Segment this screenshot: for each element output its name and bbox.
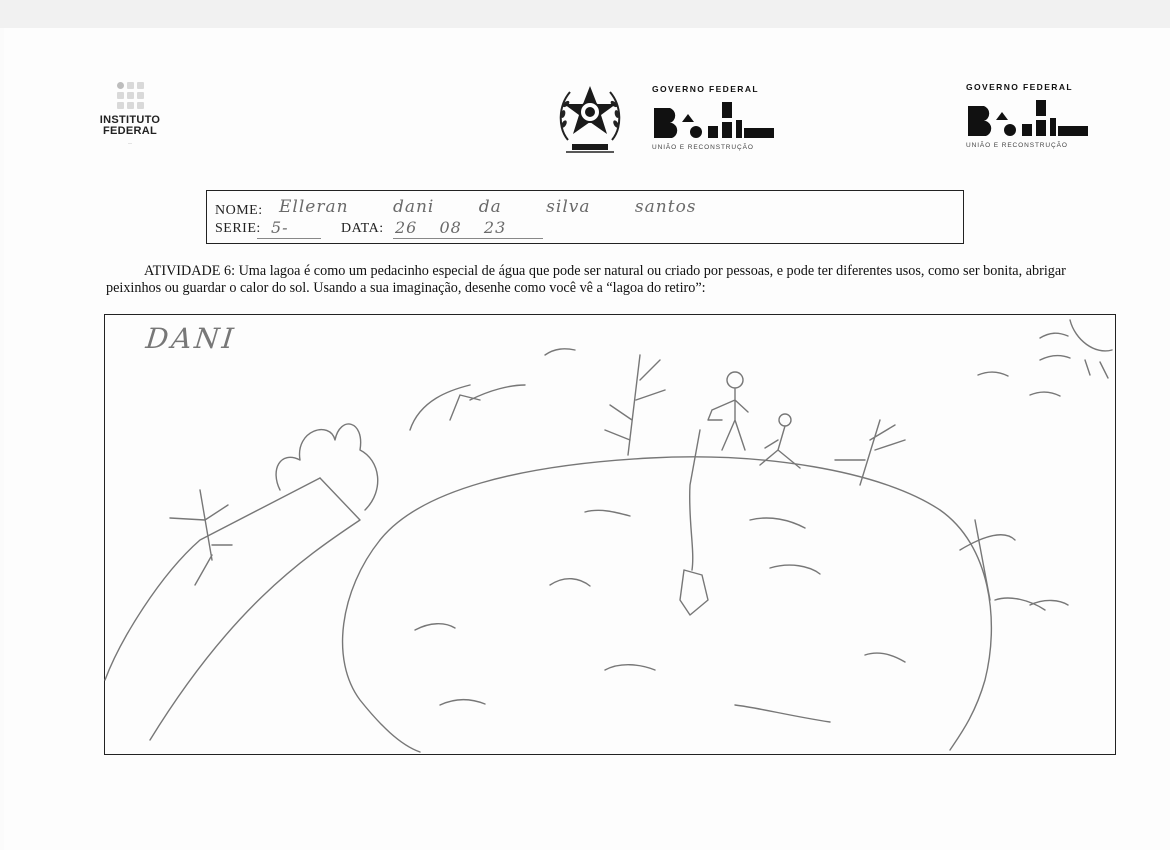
wave-9 [735, 705, 830, 722]
gov-sub-1: UNIÃO E RECONSTRUÇÃO [652, 144, 754, 151]
scribble-right [960, 520, 1068, 610]
wave-6 [605, 665, 655, 670]
fishing-line [690, 430, 700, 570]
fish-bucket [680, 570, 708, 615]
bush [276, 424, 378, 510]
nome-handwritten-value: Elleran dani da silva santos [279, 197, 697, 217]
plant-3 [835, 420, 905, 485]
bird-1 [545, 349, 575, 355]
wave-4 [770, 565, 820, 574]
activity-instructions: ATIVIDADE 6: Uma lagoa é como um pedacinho especial de água que pode ser natural ou criado por pessoas, e pode ter diferentes usos, como ser bonita, abrigar peixinhos ou guardar o calor do sol. Usando a sua imaginação, desenhe como você vê a “lagoa do retiro”: [106, 263, 1066, 296]
gov-title-1: GOVERNO FEDERAL [652, 84, 759, 94]
gov-title-2: GOVERNO FEDERAL [966, 82, 1073, 92]
bird-5 [1040, 333, 1068, 338]
wave-3 [550, 579, 590, 586]
plant-1 [410, 385, 525, 430]
wave-1 [585, 510, 630, 516]
if-title-line2: FEDERAL [102, 125, 158, 137]
wave-7 [865, 653, 905, 662]
wave-8 [440, 700, 485, 705]
lagoon-left-edge [343, 540, 420, 752]
figure-1 [708, 372, 748, 450]
gov-sub-2: UNIÃO E RECONSTRUÇÃO [966, 142, 1068, 149]
lagoon-outline [380, 457, 991, 750]
wave-5 [415, 624, 455, 630]
bird-4 [1040, 356, 1070, 360]
road-left-edge [150, 478, 360, 740]
nome-label: NOME: [215, 203, 263, 218]
data-label: DATA: [341, 221, 384, 236]
data-handwritten-value: 26 08 23 [395, 218, 507, 237]
figure-2 [760, 414, 800, 468]
sun-corner [1070, 320, 1112, 378]
if-subtitle: — [128, 140, 132, 145]
stick-tree-left [170, 490, 232, 585]
serie-label: SERIE: [215, 221, 261, 236]
serie-handwritten-value: 5- [271, 218, 289, 237]
bird-2 [978, 372, 1008, 376]
wave-2 [750, 518, 805, 528]
drawing-title-handwritten: DANI [144, 322, 238, 355]
plant-2 [605, 355, 665, 455]
bird-3 [1030, 392, 1060, 396]
road-right-edge [105, 478, 320, 680]
if-title-line1: INSTITUTO [99, 114, 161, 126]
